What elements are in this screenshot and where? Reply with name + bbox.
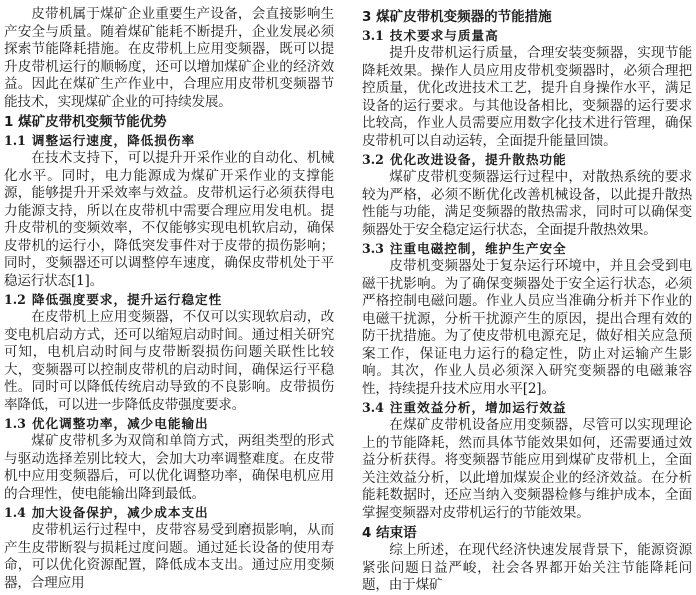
- subsection-1-2-heading: [4, 291, 334, 309]
- subsection-number: 1.3: [4, 416, 26, 431]
- subsection-title: 注重效益分析，增加运行效益: [389, 400, 567, 415]
- subsection-1-3-heading: [4, 415, 334, 433]
- subsection-3-1-text: 提升皮带机运行质量，合理安装变频器，实现节能降耗效果。操作人员应用皮带机变频器时，必须合理把控质量，优化改进技术工艺，提升自身操作水平，满足设备的运行要求。与其他设备相比，变频器的运行要求比较高，作业人员需要应用数字化技术进行管理，确保皮带机可以自动运转，全面提升能量回馈。: [362, 45, 692, 149]
- section-3-heading: 3 煤矿皮带机变频器的节能措施: [362, 9, 552, 25]
- section-4-heading: 4 结束语: [362, 525, 417, 541]
- left-column: [4, 6, 334, 591]
- subsection-number: 3.2: [362, 152, 384, 167]
- section-1-heading: 1 煤矿皮带机变频节能优势: [4, 114, 167, 130]
- subsection-number: 1.2: [4, 292, 26, 307]
- subsection-number: 3.1: [362, 28, 384, 43]
- subsection-1-3-text: 煤矿皮带机多为双筒和单筒方式，两组类型的形式与驱动选择差别比较大，会加大功率调整难度。在皮带机中应用变频器后，可以优化调整功率，确保电机应用的合理性，使电能输出降到最低。: [4, 433, 334, 502]
- subsection-3-4-text: 在煤矿皮带机设备应用变频器，尽管可以实现理论上的节能降耗，然而具体节能效果如何，还需要通过效益分析获得。将变频器节能应用到煤矿皮带机上，全面关注效益分析，以此增加煤炭企业的经济效益。在分析能耗数据时，还应当纳入变频器检修与维护成本，全面掌握变频器对皮带机运行的节能效果。: [362, 417, 692, 521]
- subsection-number: 1.4: [4, 505, 26, 520]
- subsection-3-4-heading: [362, 399, 692, 417]
- intro-paragraph: 皮带机属于煤矿企业重要生产设备，会直接影响生产安全与质量。随着煤矿能耗不断提升，企业发展必须探索节能降耗措施。在皮带机上应用变频器，既可以提升皮带机运行的顺畅度，还可以增加煤矿企业的经济效益。因此在煤矿生产作业中，合理应用皮带机变频器节能技术，实现煤矿企业的可持续发展。: [4, 6, 334, 110]
- subsection-number: 3.3: [362, 241, 384, 256]
- subsection-title: 加大设备保护，减少成本支出: [31, 505, 209, 520]
- subsection-title: 注重电磁控制，维护生产安全: [389, 241, 567, 256]
- subsection-title: 优化改进设备，提升散热功能: [389, 152, 567, 167]
- subsection-1-1-heading: [4, 132, 334, 150]
- subsection-number: 1.1: [4, 133, 26, 148]
- subsection-title: 调整运行速度，降低损伤率: [31, 133, 196, 148]
- subsection-3-2-heading: [362, 151, 692, 169]
- subsection-3-2-text: 煤矿皮带机变频器运行过程中，对散热系统的要求较为严格，必须不断优化改善机械设备，以此提升散热性能与功能，满足变频器的散热需求，同时可以确保变频器处于安全稳定运行状态，全面提升散热效果。: [362, 169, 692, 238]
- subsection-1-4-heading: [4, 504, 334, 522]
- subsection-1-2-text: 在皮带机上应用变频器，不仅可以实现软启动，改变电机启动方式，还可以缩短启动时间。通过相关研究可知，电机启动时间与皮带断裂损伤问题关联性比较大，变频器可以控制皮带机的启动时间，确保运行平稳性。同时可以降低传统启动导致的不良影响。皮带损伤率降低，可以进一步降低皮带强度要求。: [4, 309, 334, 413]
- subsection-title: 降低强度要求，提升运行稳定性: [31, 292, 223, 307]
- subsection-3-3-heading: [362, 240, 692, 258]
- subsection-3-3-text: 皮带机变频器处于复杂运行环境中，并且会受到电磁干扰影响。为了确保变频器处于安全运行状态，必须严格控制电磁问题。作业人员应当准确分析并下作业的电磁干扰源，分析干扰源产生的原因，提出合理有效的防干扰措施。为了使皮带机电源充足，做好相关应急预案工作，保证电力运行的稳定性，防止对运输产生影响。其次，作业人员必须深入研究变频器的电磁兼容性，持续提升技术应用水平[2]。: [362, 258, 692, 397]
- conclusion-text: 综上所述，在现代经济快速发展背景下，能源资源紧张问题日益严峻，社会各界都开始关注节能降耗问题，由于煤矿: [362, 542, 692, 593]
- subsection-3-1-heading: [362, 27, 692, 45]
- subsection-title: 技术要求与质量高: [389, 28, 499, 43]
- right-column: [362, 6, 692, 593]
- subsection-1-1-text: 在技术支持下，可以提升开采作业的自动化、机械化水平。同时，电力能源成为煤矿开采作业的支撑能源，能够提升开采效率与效益。皮带机运行必须获得电力能源支持，所以在皮带机中需要合理应用发电机。提升皮带机的变频效率，不仅能够实现电机软启动，确保皮带机的运行小，降低突发事件对于皮带的损伤影响；同时，变频器还可以调整停车速度，确保皮带机处于平稳运行状态[1]。: [4, 150, 334, 289]
- subsection-1-4-text: 皮带机运行过程中，皮带容易受到磨损影响，从而产生皮带断裂与损耗过度问题。通过延长设备的使用寿命，可以优化资源配置，降低成本支出。通过应用变频器，合理应用: [4, 522, 334, 591]
- subsection-number: 3.4: [362, 400, 384, 415]
- subsection-title: 优化调整功率，减少电能输出: [31, 416, 209, 431]
